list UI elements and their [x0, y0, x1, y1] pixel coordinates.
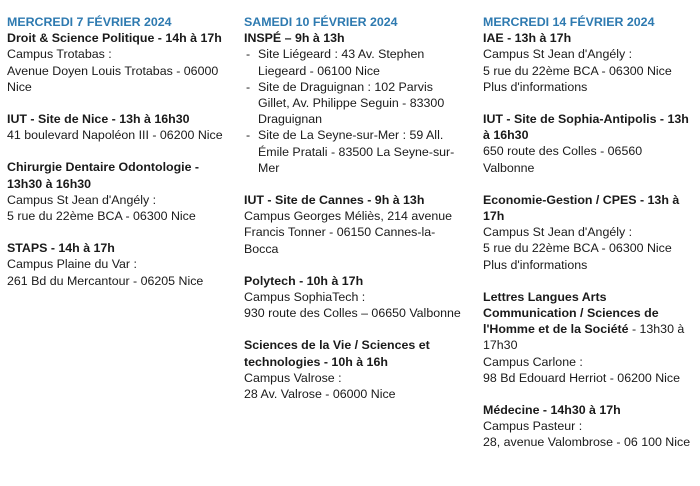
- entry-title: Sciences de la Vie / Sciences et technologies - 10h à 16h: [244, 338, 430, 369]
- entry-title: IUT - Site de Nice - 13h à 16h30: [7, 112, 190, 127]
- entry-title: INSPÉ – 9h à 13h: [244, 31, 345, 46]
- entry-line: Avenue Doyen Louis Trotabas - 06000 Nice: [7, 63, 219, 94]
- entry-line: Campus Carlone :: [483, 354, 583, 369]
- entry-title: Droit & Science Politique - 14h à 17h: [7, 31, 222, 46]
- schedule-entry: [244, 30, 466, 176]
- day-column-feb-7: [7, 14, 229, 305]
- entry-title: [483, 289, 695, 354]
- schedule-entry: [7, 159, 229, 224]
- schedule-entry: [7, 111, 229, 143]
- entry-line: Campus St Jean d'Angély :: [7, 192, 157, 207]
- entry-line: 650 route des Colles - 06560 Valbonne: [483, 144, 643, 175]
- entry-line: Campus Plaine du Var :: [7, 257, 137, 272]
- schedule-entry: [483, 402, 695, 451]
- entry-line: Campus SophiaTech :: [244, 290, 366, 305]
- entry-title-bold: Lettres Langues Arts Communication / Sciences de l'Homme et de la Société: [483, 289, 659, 337]
- schedule-entry: [7, 30, 229, 95]
- schedule-entry: [483, 289, 695, 386]
- entry-title: IUT - Site de Sophia-Antipolis - 13h à 16h30: [483, 112, 689, 143]
- entry-title: IUT - Site de Cannes - 9h à 13h: [244, 193, 425, 208]
- schedule-entry: [244, 192, 466, 257]
- day-column-feb-14: [483, 14, 695, 467]
- schedule-entry: [7, 240, 229, 289]
- entry-title: IAE - 13h à 17h: [483, 31, 572, 46]
- entry-title: Chirurgie Dentaire Odontologie - 13h30 à 16h30: [7, 160, 200, 191]
- entry-line: Campus St Jean d'Angély :: [483, 225, 633, 240]
- entry-line: Campus Georges Méliès, 214 avenue Francis Tonner - 06150 Cannes-la-Bocca: [244, 209, 453, 256]
- entry-title: STAPS - 14h à 17h: [7, 241, 115, 256]
- schedule-entry: [244, 337, 466, 402]
- entry-line: 28, avenue Valombrose - 06 100 Nice: [483, 435, 691, 450]
- day-heading: MERCREDI 14 FÉVRIER 2024: [483, 15, 655, 29]
- entry-line: 5 rue du 22ème BCA - 06300 Nice: [483, 63, 672, 78]
- entry-line: Campus Valrose :: [244, 370, 342, 385]
- entry-title: Polytech - 10h à 17h: [244, 273, 364, 288]
- site-list-item: - Site Liégeard : 43 Av. Stephen Liegeard - 06100 Nice: [244, 46, 466, 78]
- site-list-item: - Site de La Seyne-sur-Mer : 59 All. Émile Pratali - 83500 La Seyne-sur-Mer: [244, 127, 466, 176]
- entry-title-time: - 13h30 à 17h30: [483, 322, 685, 353]
- schedule-entry: [244, 273, 466, 322]
- entry-line: Campus St Jean d'Angély :: [483, 47, 633, 62]
- schedule-entry: [483, 111, 695, 176]
- entry-line: 5 rue du 22ème BCA - 06300 Nice: [7, 209, 196, 224]
- entry-line: 261 Bd du Mercantour - 06205 Nice: [7, 273, 204, 288]
- entry-line: 5 rue du 22ème BCA - 06300 Nice: [483, 241, 672, 256]
- entry-title: Médecine - 14h30 à 17h: [483, 403, 621, 418]
- entry-line: Campus Trotabas :: [7, 47, 112, 62]
- more-info-link[interactable]: Plus d'informations: [483, 257, 588, 272]
- schedule-entry: [483, 192, 695, 273]
- day-heading: MERCREDI 7 FÉVRIER 2024: [7, 15, 172, 29]
- entry-line: Campus Pasteur :: [483, 419, 583, 434]
- day-column-feb-10: [244, 14, 466, 418]
- more-info-link[interactable]: Plus d'informations: [483, 79, 588, 94]
- day-heading: SAMEDI 10 FÉVRIER 2024: [244, 15, 398, 29]
- site-list: [244, 46, 466, 176]
- entry-line: 41 boulevard Napoléon III - 06200 Nice: [7, 128, 223, 143]
- entry-line: 98 Bd Edouard Herriot - 06200 Nice: [483, 370, 680, 385]
- entry-line: 28 Av. Valrose - 06000 Nice: [244, 387, 396, 402]
- entry-title: Economie-Gestion / CPES - 13h à 17h: [483, 192, 680, 224]
- schedule-entry: [483, 30, 695, 95]
- site-list-item: - Site de Draguignan : 102 Parvis Gillet, Av. Philippe Seguin - 83300 Draguignan: [244, 79, 466, 128]
- entry-line: 930 route des Colles – 06650 Valbonne: [244, 306, 461, 321]
